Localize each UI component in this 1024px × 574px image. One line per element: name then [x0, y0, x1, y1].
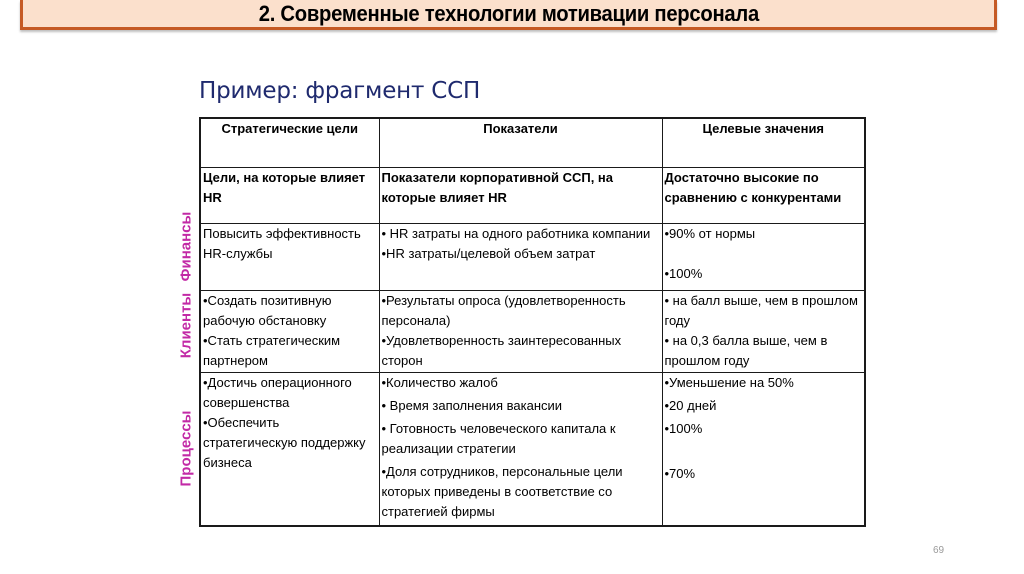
finance-indicator: • HR затраты на одного работника компании — [381, 226, 651, 241]
side-label-processes: Процессы — [177, 410, 195, 487]
slide-title-bar — [20, 0, 997, 30]
processes-targets — [662, 373, 865, 527]
table-row-processes — [200, 373, 865, 527]
column-header-indicators: Показатели — [379, 118, 662, 168]
slide-subtitle: Пример: фрагмент ССП — [199, 78, 481, 104]
subheader-targets: Достаточно высокие по сравнению с конкурентами — [662, 168, 865, 224]
processes-target: •100% — [664, 421, 703, 436]
side-label-finance: Финансы — [177, 211, 195, 282]
finance-indicators — [379, 224, 662, 291]
finance-indicator: •HR затраты/целевой объем затрат — [381, 246, 596, 261]
clients-target: • на 0,3 балла выше, чем в прошлом году — [664, 333, 828, 368]
clients-target: • на балл выше, чем в прошлом году — [664, 293, 858, 328]
finance-goal: Повысить эффективность HR-службы — [200, 224, 379, 291]
finance-targets — [662, 224, 865, 291]
clients-targets — [662, 291, 865, 373]
processes-indicators — [379, 373, 662, 527]
processes-goals — [200, 373, 379, 527]
table-row-clients — [200, 291, 865, 373]
column-header-targets: Целевые значения — [662, 118, 865, 168]
page-number: 69 — [933, 545, 945, 556]
slide-title: 2. Современные технологии мотивации персонала — [258, 0, 759, 26]
processes-target: •70% — [664, 466, 696, 481]
clients-goal: •Создать позитивную рабочую обстановку — [203, 293, 332, 328]
clients-indicator: •Удовлетворенность заинтересованных сторон — [381, 333, 622, 368]
bsc-table — [199, 117, 866, 527]
processes-indicator: • Готовность человеческого капитала к реализации стратегии — [381, 421, 616, 456]
clients-indicators — [379, 291, 662, 373]
table-header-row — [200, 118, 865, 168]
side-label-clients: Клиенты — [177, 292, 195, 359]
finance-target: •90% от нормы — [664, 226, 756, 241]
subheader-goals: Цели, на которые влияет HR — [200, 168, 379, 224]
finance-target: •100% — [664, 266, 703, 281]
processes-indicator: •Доля сотрудников, персональные цели которых приведены в соответствие со стратегией фирмы — [381, 464, 623, 519]
subheader-indicators: Показатели корпоративной ССП, на которые влияет HR — [379, 168, 662, 224]
table-subheader-row — [200, 168, 865, 224]
processes-goal: •Достичь операционного совершенства — [203, 375, 352, 410]
table-row-finance — [200, 224, 865, 291]
column-header-goals: Стратегические цели — [200, 118, 379, 168]
processes-indicator: • Время заполнения вакансии — [381, 398, 563, 413]
clients-indicator: •Результаты опроса (удовлетворенность персонала) — [381, 293, 626, 328]
processes-target: •20 дней — [664, 398, 717, 413]
processes-target: •Уменьшение на 50% — [664, 375, 794, 390]
processes-indicator: •Количество жалоб — [381, 375, 498, 390]
clients-goals — [200, 291, 379, 373]
processes-goal: •Обеспечить стратегическую поддержку бизнеса — [203, 415, 366, 470]
clients-goal: •Стать стратегическим партнером — [203, 333, 341, 368]
